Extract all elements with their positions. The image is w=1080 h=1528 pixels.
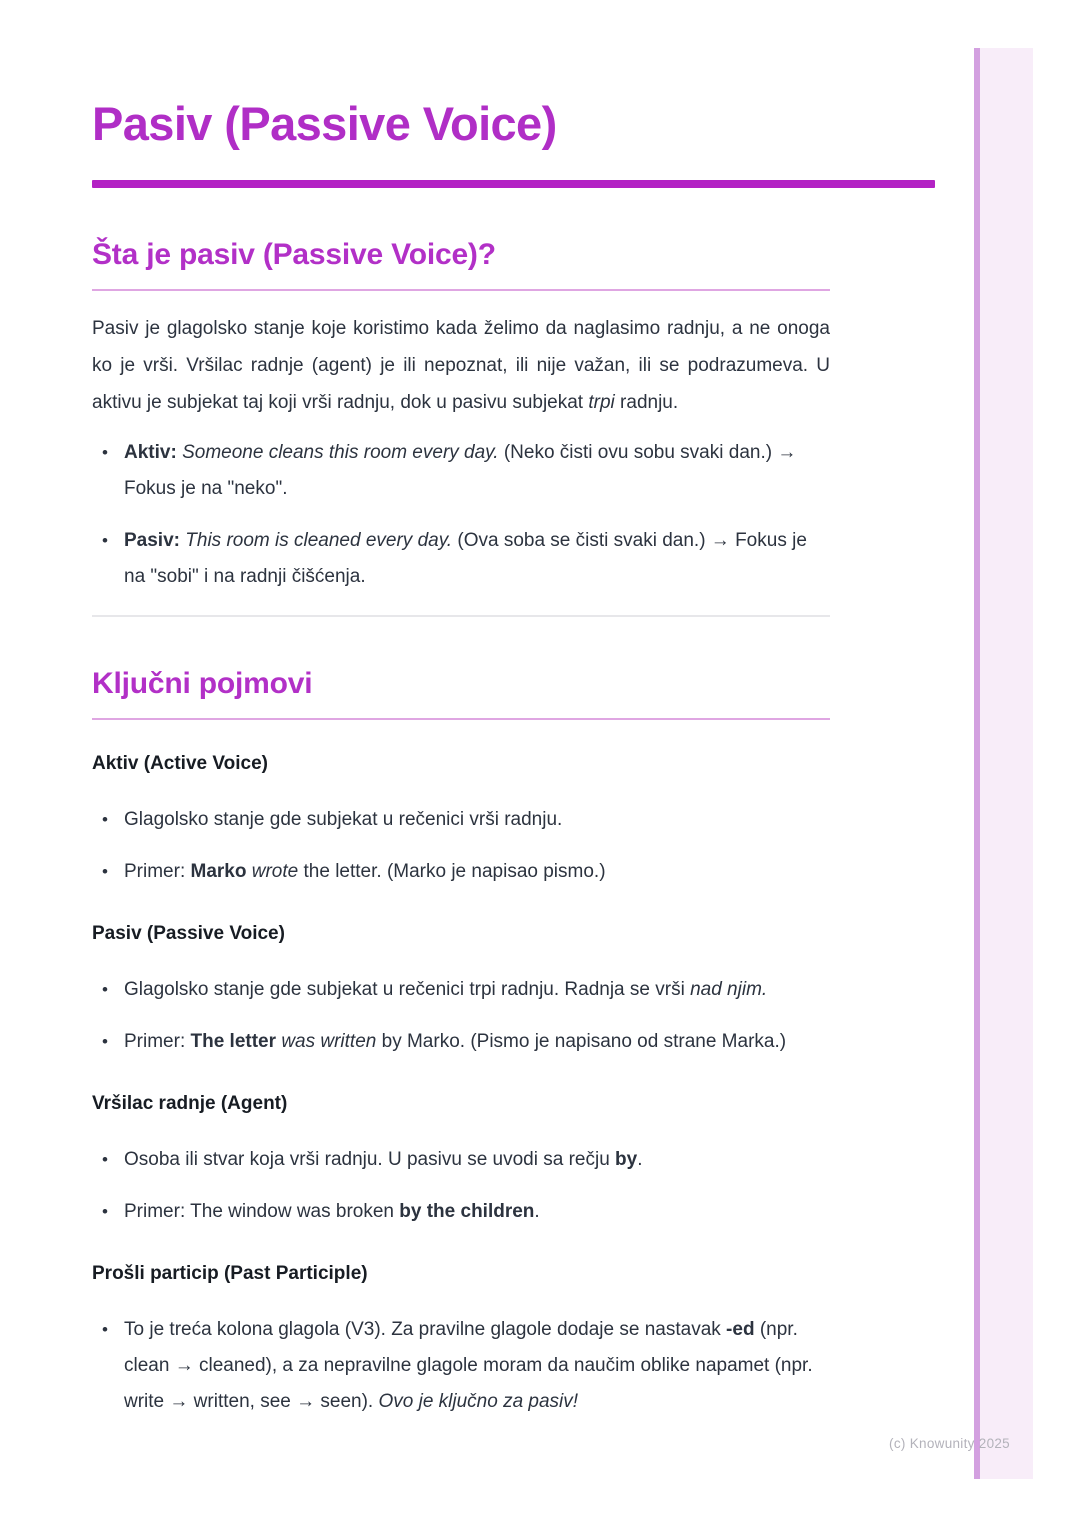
list-item <box>92 1194 830 1230</box>
section-heading: Ključni pojmovi <box>92 665 830 720</box>
document-content <box>92 0 830 1420</box>
text-segment: . <box>637 1149 643 1170</box>
title-rule <box>92 180 935 188</box>
text-segment: Aktiv: <box>124 442 183 463</box>
bullet-list <box>92 972 830 1060</box>
bullet-icon: • <box>102 1320 108 1339</box>
list-item-text <box>124 435 830 507</box>
bullet-icon: • <box>102 980 108 999</box>
text-segment: the letter. (Marko je napisao pismo.) <box>298 861 606 882</box>
bullet-icon: • <box>102 531 108 550</box>
text-segment: by Marko. (Pismo je napisano od strane Marka.) <box>376 1031 787 1052</box>
text-segment: Glagolsko stanje gde subjekat u rečenici vrši radnju. <box>124 809 563 830</box>
text-segment: Glagolsko stanje gde subjekat u rečenici trpi radnju. Radnja se vrši <box>124 979 691 1000</box>
text-segment: by <box>615 1149 638 1170</box>
list-item <box>92 972 830 1008</box>
list-item-text <box>124 972 830 1008</box>
bullet-list <box>92 1312 830 1420</box>
page-title: Pasiv (Passive Voice) <box>92 97 557 150</box>
list-item-text <box>124 1312 830 1420</box>
text-segment: radnju. <box>614 392 679 413</box>
list-item <box>92 435 830 507</box>
text-segment: by the children <box>399 1201 535 1222</box>
list-item-text <box>124 854 830 890</box>
text-segment: This room is cleaned every day. <box>185 530 453 551</box>
bullet-icon: • <box>102 1032 108 1051</box>
bullet-icon: • <box>102 862 108 881</box>
text-segment: (Ova soba se čisti svaki dan.) → Fokus je na "sobi" i na radnji čišćenja. <box>124 530 807 587</box>
text-segment: Pasiv je glagolsko stanje koje koristimo kada želimo da naglasimo radnju, a ne onoga ko je vrši. Vršilac radnje (agent) je ili nepoznat, ili nije važan, ili se podrazumeva. U aktivu je subjekat taj koji vrši radnju, dok u pasivu subjekat <box>92 318 830 413</box>
list-item-text <box>124 1142 830 1178</box>
list-item <box>92 1024 830 1060</box>
text-segment: (npr. clean → cleaned), a za nepravilne glagole moram da naučim oblike napamet (npr. write → written, see → seen). <box>124 1319 813 1412</box>
bullet-list <box>92 1142 830 1230</box>
list-item-text <box>124 802 830 838</box>
text-segment: was written <box>281 1031 377 1052</box>
text-segment: Osoba ili stvar koja vrši radnju. U pasivu se uvodi sa rečju <box>124 1149 616 1170</box>
list-item-text <box>124 1024 830 1060</box>
list-item <box>92 523 830 595</box>
list-item-text <box>124 523 830 595</box>
text-segment: Pasiv: <box>124 530 186 551</box>
bullet-icon: • <box>102 1202 108 1221</box>
text-segment: trpi <box>588 392 615 413</box>
subsection-heading: Vršilac radnje (Agent) <box>92 1093 288 1114</box>
watermark: (c) Knowunity 2025 <box>889 1436 1010 1451</box>
text-segment: Someone cleans this room every day. <box>182 442 499 463</box>
text-segment: Primer: <box>124 861 191 882</box>
list-item <box>92 802 830 838</box>
list-item <box>92 854 830 890</box>
bullet-icon: • <box>102 810 108 829</box>
list-item-text <box>124 1194 830 1230</box>
bullet-list <box>92 802 830 890</box>
list-item <box>92 1312 830 1420</box>
intro-paragraph <box>92 310 830 421</box>
sections-container <box>92 236 830 1420</box>
text-segment: . <box>534 1201 540 1222</box>
section-divider <box>92 615 830 617</box>
bullet-list <box>92 435 830 595</box>
subsection-heading: Aktiv (Active Voice) <box>92 753 268 774</box>
text-segment: Marko <box>190 861 247 882</box>
text-segment: -ed <box>726 1319 755 1340</box>
text-segment: Ovo je ključno za pasiv! <box>378 1391 579 1412</box>
text-segment: nad njim. <box>690 979 768 1000</box>
text-segment: The letter <box>190 1031 277 1052</box>
page-edge-accent-bar <box>974 48 1033 1479</box>
text-segment: Primer: <box>124 1031 191 1052</box>
subsection-heading: Pasiv (Passive Voice) <box>92 923 285 944</box>
text-segment: Primer: The window was broken <box>124 1201 400 1222</box>
text-segment: (Neko čisti ovu sobu svaki dan.) → Fokus je na "neko". <box>124 442 797 499</box>
bullet-icon: • <box>102 1150 108 1169</box>
text-segment: To je treća kolona glagola (V3). Za pravilne glagole dodaje se nastavak <box>124 1319 727 1340</box>
bullet-icon: • <box>102 443 108 462</box>
subsection-heading: Prošli particip (Past Participle) <box>92 1263 368 1284</box>
section-heading: Šta je pasiv (Passive Voice)? <box>92 236 830 291</box>
list-item <box>92 1142 830 1178</box>
text-segment: wrote <box>251 861 299 882</box>
